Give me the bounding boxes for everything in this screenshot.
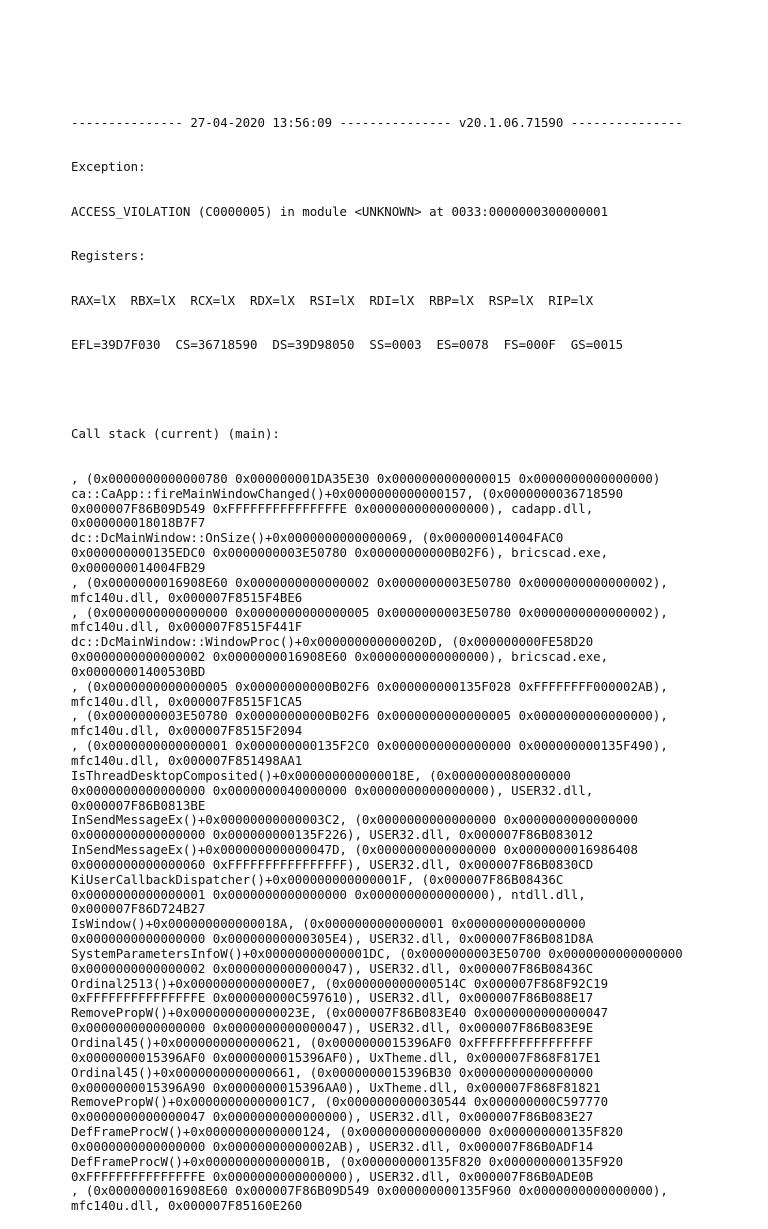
- exception-label: Exception:: [71, 159, 146, 175]
- call-stack-line: 0x0000000015396AF0 0x0000000015396AF0), UxTheme.dll, 0x000007F868F817E1: [71, 1049, 601, 1065]
- call-stack-line: 0x000007F86D724B27: [71, 901, 206, 917]
- call-stack-line: , (0x0000000000000000 0x0000000000000005 0x0000000003E50780 0x0000000000000002),: [71, 604, 668, 620]
- call-stack-line: dc::DcMainWindow::OnSize()+0x0000000000000069, (0x000000014004FAC0: [71, 530, 564, 546]
- call-stack-line: 0x0000000000000000 0x00000000000002AB), USER32.dll, 0x000007F86B0ADF14: [71, 1138, 594, 1154]
- call-stack-line: 0xFFFFFFFFFFFFFFFE 0x0000000000000000), USER32.dll, 0x000007F86B0ADE0B: [71, 1168, 594, 1184]
- call-stack-line: mfc140u.dll, 0x000007F8515F441F: [71, 619, 303, 635]
- call-stack-line: IsWindow()+0x000000000000018A, (0x0000000000000001 0x0000000000000000: [71, 916, 586, 932]
- call-stack-line: IsThreadDesktopComposited()+0x000000000000018E, (0x0000000080000000: [71, 767, 571, 783]
- call-stack-line: 0x000007F86B0813BE: [71, 797, 206, 813]
- call-stack-line: , (0x0000000000000005 0x00000000000B02F6 0x000000000135F028 0xFFFFFFFF000002AB),: [71, 678, 668, 694]
- call-stack-line: 0x0000000000000000 0x0000000000000047), USER32.dll, 0x000007F86B083E9E: [71, 1020, 594, 1036]
- call-stack-line: RemovePropW()+0x00000000000001C7, (0x0000000000030544 0x000000000C597770: [71, 1094, 609, 1110]
- call-stack-heading: Call stack (current) (main):: [71, 426, 280, 442]
- call-stack-line: , (0x0000000003E50780 0x00000000000B02F6 0x0000000000000005 0x0000000000000000),: [71, 708, 668, 724]
- call-stack-line: Ordinal45()+0x0000000000000621, (0x0000000015396AF0 0xFFFFFFFFFFFFFFFF: [71, 1035, 594, 1050]
- call-stack-line: 0x000000000135EDC0 0x0000000003E50780 0x00000000000B02F6), bricscad.exe,: [71, 545, 609, 561]
- call-stack-line: mfc140u.dll, 0x000007F85160E260: [71, 1198, 303, 1214]
- call-stack-line: InSendMessageEx()+0x000000000000047D, (0x0000000000000000 0x0000000016986408: [71, 842, 638, 858]
- exception-text: ACCESS_VIOLATION (C0000005) in module <UNKNOWN> at 0033:0000000300000001: [71, 203, 609, 219]
- call-stack-line: 0x00000001400530BD: [71, 663, 206, 679]
- call-stack-line: , (0x0000000016908E60 0x0000000000000002 0x0000000003E50780 0x0000000000000002),: [71, 574, 668, 590]
- call-stack-line: mfc140u.dll, 0x000007F8515F1CA5: [71, 693, 303, 709]
- call-stack-line: ca::CaApp::fireMainWindowChanged()+0x0000000000000157, (0x0000000036718590: [71, 485, 624, 501]
- call-stack-line: Ordinal45()+0x0000000000000661, (0x0000000015396B30 0x0000000000000000: [71, 1064, 594, 1080]
- call-stack-line: 0x000000018018B7F7: [71, 515, 206, 531]
- call-stack-line: mfc140u.dll, 0x000007F8515F4BE6: [71, 589, 303, 605]
- call-stack-line: mfc140u.dll, 0x000007F8515F2094: [71, 723, 303, 739]
- call-stack-line: 0x0000000000000002 0x0000000016908E60 0x0000000000000000), bricscad.exe,: [71, 649, 609, 665]
- call-stack-line: SystemParametersInfoW()+0x00000000000001DC, (0x0000000003E50700 0x0000000000000000: [71, 945, 683, 961]
- call-stack-line: 0xFFFFFFFFFFFFFFFE 0x000000000C597610), USER32.dll, 0x000007F86B088E17: [71, 990, 594, 1006]
- call-stack-line: mfc140u.dll, 0x000007F851498AA1: [71, 752, 303, 768]
- call-stack-line: 0x0000000000000000 0x000000000135F226), USER32.dll, 0x000007F86B083012: [71, 827, 594, 843]
- registers-label: Registers:: [71, 248, 146, 264]
- call-stack-line: KiUserCallbackDispatcher()+0x000000000000001F, (0x000007F86B08436C: [71, 871, 564, 887]
- crash-log-document: [71, 86, 761, 1229]
- call-stack-line: 0x0000000000000047 0x0000000000000000), USER32.dll, 0x000007F86B083E27: [71, 1109, 594, 1125]
- call-stack-line: RemovePropW()+0x000000000000023E, (0x000007F86B083E40 0x0000000000000047: [71, 1005, 609, 1021]
- call-stack-line: 0x0000000015396A90 0x0000000015396AA0), UxTheme.dll, 0x000007F868F81821: [71, 1079, 601, 1095]
- call-stack-line: 0x0000000000000000 0x00000000000305E4), USER32.dll, 0x000007F86B081D8A: [71, 931, 594, 947]
- call-stack-line: DefFrameProcW()+0x000000000000001B, (0x000000000135F820 0x000000000135F920: [71, 1153, 624, 1169]
- call-stack-line: 0x0000000000000000 0x0000000040000000 0x0000000000000000), USER32.dll,: [71, 782, 594, 798]
- registers-line-2: EFL=39D7F030 CS=36718590 DS=39D98050 SS=0003 ES=0078 FS=000F GS=0015: [71, 337, 624, 353]
- call-stack-line: dc::DcMainWindow::WindowProc()+0x000000000000020D, (0x000000000FE58D20: [71, 634, 594, 650]
- call-stack-line: 0x0000000000000001 0x0000000000000000 0x0000000000000000), ntdll.dll,: [71, 886, 586, 902]
- call-stack-lines: [71, 472, 761, 1214]
- log-header-line: --------------- 27-04-2020 13:56:09 --------------- v20.1.06.71590 ---------------: [71, 114, 683, 130]
- call-stack-line: 0x000000014004FB29: [71, 560, 206, 575]
- registers-line-1: RAX=lX RBX=lX RCX=lX RDX=lX RSI=lX RDI=lX RBP=lX RSP=lX RIP=lX: [71, 292, 594, 308]
- call-stack-line: 0x0000000000000060 0xFFFFFFFFFFFFFFFF), USER32.dll, 0x000007F86B0830CD: [71, 856, 594, 872]
- call-stack-line: , (0x0000000000000001 0x000000000135F2C0 0x0000000000000000 0x000000000135F490),: [71, 738, 668, 754]
- call-stack-line: , (0x0000000016908E60 0x000007F86B09D549 0x000000000135F960 0x0000000000000000),: [71, 1183, 668, 1199]
- call-stack-line: Ordinal2513()+0x00000000000000E7, (0x000000000000514C 0x000007F868F92C19: [71, 975, 609, 991]
- call-stack-line: , (0x0000000000000780 0x000000001DA35E30 0x0000000000000015 0x0000000000000000): [71, 470, 661, 486]
- call-stack-line: 0x000007F86B09D549 0xFFFFFFFFFFFFFFFE 0x0000000000000000), cadapp.dll,: [71, 500, 594, 516]
- call-stack-line: InSendMessageEx()+0x00000000000003C2, (0x0000000000000000 0x0000000000000000: [71, 812, 638, 828]
- blank-line: [71, 383, 761, 398]
- call-stack-line: 0x0000000000000002 0x0000000000000047), USER32.dll, 0x000007F86B08436C: [71, 960, 594, 976]
- call-stack-line: DefFrameProcW()+0x0000000000000124, (0x0000000000000000 0x000000000135F820: [71, 1124, 624, 1140]
